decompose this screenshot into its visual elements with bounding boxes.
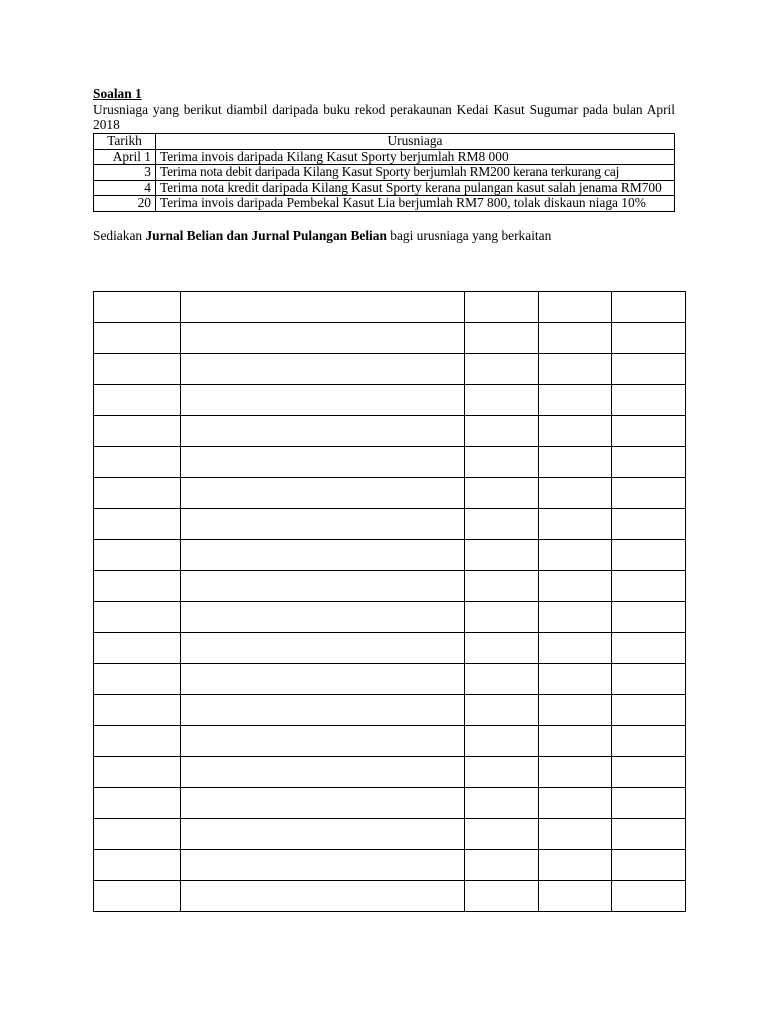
answer-row [94,602,686,633]
table-row [94,196,675,212]
answer-cell [465,540,539,571]
transaction-date: 20 [94,196,156,212]
answer-row [94,757,686,788]
answer-cell [181,509,465,540]
answer-cell [539,850,612,881]
answer-cell [539,354,612,385]
answer-cell [181,323,465,354]
answer-cell [539,323,612,354]
answer-cell [539,664,612,695]
transactions-table [93,133,675,212]
answer-cell [94,819,181,850]
answer-cell [612,509,686,540]
answer-row [94,664,686,695]
answer-row [94,788,686,819]
answer-cell [612,416,686,447]
question-intro: Urusniaga yang berikut diambil daripada buku rekod perakaunan Kedai Kasut Sugumar pada bulan April 2018 [93,102,675,132]
answer-cell [94,292,181,323]
answer-cell [94,788,181,819]
answer-cell [94,540,181,571]
answer-cell [539,695,612,726]
instruction-text [93,228,675,244]
table-header-row [94,134,675,150]
answer-cell [465,633,539,664]
answer-cell [181,354,465,385]
answer-cell [465,757,539,788]
answer-cell [612,850,686,881]
answer-cell [539,726,612,757]
answer-cell [612,354,686,385]
answer-row [94,509,686,540]
answer-cell [181,571,465,602]
table-row [94,180,675,196]
answer-cell [539,571,612,602]
answer-cell [465,354,539,385]
answer-row [94,323,686,354]
answer-row [94,292,686,323]
answer-row [94,819,686,850]
answer-cell [181,819,465,850]
answer-row [94,881,686,912]
answer-cell [539,416,612,447]
answer-cell [94,478,181,509]
question-title: Soalan 1 [93,86,142,101]
answer-cell [465,695,539,726]
answer-cell [612,292,686,323]
answer-cell [539,385,612,416]
answer-cell [94,602,181,633]
answer-cell [539,819,612,850]
answer-cell [94,447,181,478]
answer-cell [465,602,539,633]
answer-cell [94,664,181,695]
answer-cell [465,788,539,819]
answer-cell [612,323,686,354]
answer-cell [465,726,539,757]
answer-cell [181,447,465,478]
answer-row [94,633,686,664]
answer-cell [94,416,181,447]
answer-row [94,416,686,447]
answer-cell [539,633,612,664]
answer-row [94,571,686,602]
answer-cell [181,788,465,819]
answer-cell [612,881,686,912]
answer-cell [539,757,612,788]
answer-cell [181,292,465,323]
answer-cell [465,819,539,850]
answer-cell [94,881,181,912]
answer-cell [465,881,539,912]
answer-cell [181,695,465,726]
instruction-suffix: bagi urusniaga yang berkaitan [386,227,552,243]
answer-cell [181,540,465,571]
answer-cell [539,509,612,540]
transaction-description: Terima nota kredit daripada Kilang Kasut Sporty kerana pulangan kasut salah jenama RM700 [156,180,675,196]
answer-cell [94,726,181,757]
answer-cell [612,447,686,478]
answer-row [94,695,686,726]
answer-row [94,850,686,881]
answer-cell [181,664,465,695]
answer-cell [539,292,612,323]
answer-cell [465,509,539,540]
document-page [93,86,675,244]
answer-cell [612,540,686,571]
table-row [94,165,675,181]
answer-cell [539,447,612,478]
answer-cell [465,292,539,323]
answer-cell [465,323,539,354]
journal-answer-grid [93,291,686,912]
answer-cell [94,571,181,602]
answer-cell [612,571,686,602]
answer-cell [94,354,181,385]
answer-cell [612,726,686,757]
answer-cell [181,757,465,788]
answer-cell [181,602,465,633]
answer-cell [612,602,686,633]
table-row [94,149,675,165]
answer-cell [94,695,181,726]
answer-cell [612,695,686,726]
answer-cell [612,385,686,416]
answer-cell [181,726,465,757]
answer-cell [94,509,181,540]
answer-cell [465,664,539,695]
answer-row [94,447,686,478]
answer-cell [465,385,539,416]
answer-cell [181,881,465,912]
answer-row [94,354,686,385]
answer-cell [94,757,181,788]
answer-cell [181,850,465,881]
transaction-description: Terima invois daripada Pembekal Kasut Lia berjumlah RM7 800, tolak diskaun niaga 10% [156,196,675,212]
answer-row [94,478,686,509]
answer-row [94,540,686,571]
answer-cell [539,788,612,819]
answer-cell [94,323,181,354]
transaction-description: Terima nota debit daripada Kilang Kasut Sporty berjumlah RM200 kerana terkurang caj [156,165,675,181]
instruction-emphasis: Jurnal Belian dan Jurnal Pulangan Belian [145,227,387,243]
instruction-prefix: Sediakan [93,227,146,243]
answer-cell [539,540,612,571]
answer-grid-body [94,292,686,912]
answer-cell [94,385,181,416]
answer-cell [539,478,612,509]
answer-cell [612,478,686,509]
answer-cell [612,819,686,850]
answer-cell [181,633,465,664]
answer-cell [465,416,539,447]
description-column-header: Urusniaga [156,134,675,150]
answer-cell [612,788,686,819]
answer-cell [465,478,539,509]
answer-cell [181,385,465,416]
answer-cell [181,478,465,509]
answer-cell [539,602,612,633]
answer-cell [465,850,539,881]
answer-cell [539,881,612,912]
answer-cell [181,416,465,447]
answer-cell [612,757,686,788]
answer-cell [612,664,686,695]
answer-cell [465,447,539,478]
answer-row [94,726,686,757]
answer-cell [465,571,539,602]
transaction-description: Terima invois daripada Kilang Kasut Sporty berjumlah RM8 000 [156,149,675,165]
date-column-header: Tarikh [94,134,156,150]
answer-cell [94,633,181,664]
transaction-date: 3 [94,165,156,181]
transaction-date: April 1 [94,149,156,165]
answer-row [94,385,686,416]
answer-cell [94,850,181,881]
transaction-date: 4 [94,180,156,196]
answer-cell [612,633,686,664]
